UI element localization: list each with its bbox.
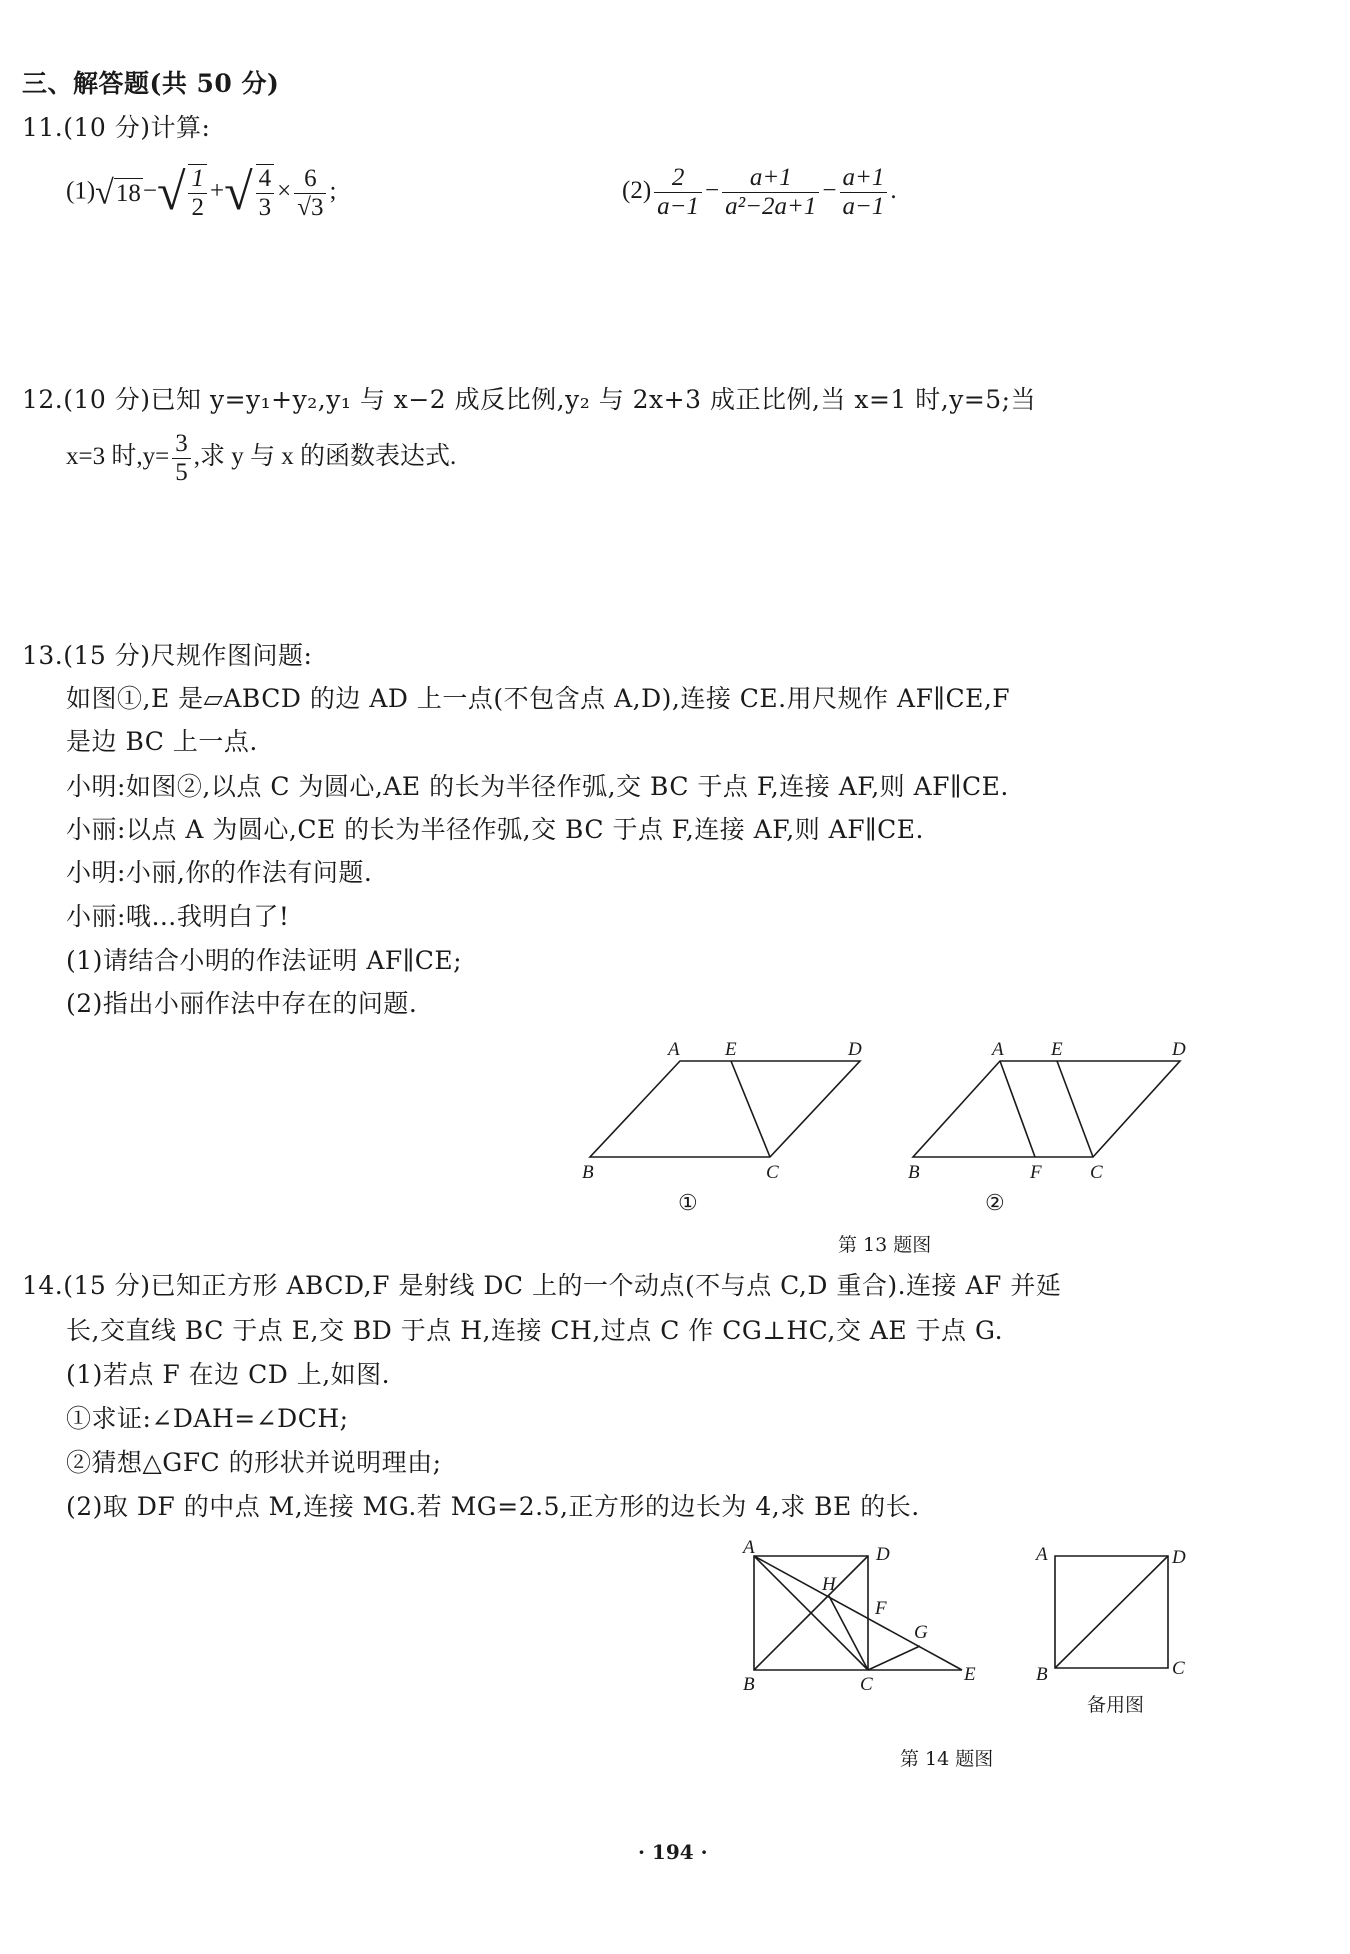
q12-line2: x=3 时,y= $\frac{3}{5}$ ,求 y 与 x 的函数表达式. [66, 430, 457, 486]
q11-header: 11.(10 分)计算: [22, 113, 211, 142]
page-number: · 194 · [638, 1840, 708, 1864]
frac-3-5: $\frac{3}{5}$ [172, 430, 191, 487]
frac-2-over-a-minus-1: $\frac{2}{a-1}$ [654, 164, 702, 221]
q14-line-2: (1)若点 F 在边 CD 上,如图. [66, 1360, 391, 1389]
q14-figure-spare [1034, 1544, 1186, 1685]
q14-line-4: ②猜想△GFC 的形状并说明理由; [66, 1448, 442, 1477]
frac-a-plus-1-over-square: $\frac{a+1}{\text{a²−2a+1}}$ [722, 164, 819, 221]
q14-line-1: 长,交直线 BC 于点 E,交 BD 于点 H,连接 CH,过点 C 作 CG⊥HC,交 AE 于点 G. [66, 1316, 1004, 1345]
figure-number-2: ② [985, 1190, 1005, 1215]
label-H: H [822, 1574, 836, 1595]
q13-line-7: (2)指出小丽作法中存在的问题. [66, 989, 418, 1018]
sqrt-half: √ $\frac{1}{2}$ [157, 164, 210, 222]
section-title: 三、解答题(共 50 分) [22, 69, 280, 98]
q13-line-5: 小丽:哦…我明白了! [66, 902, 290, 931]
sqrt-18: √18 [95, 174, 141, 212]
q12-line1: 12.(10 分)已知 y=y₁+y₂,y₁ 与 x−2 成反比例,y₂ 与 2x+3 成正比例,当 x=1 时,y=5;当 [22, 385, 1037, 414]
q14-caption: 第 14 题图 [900, 1748, 994, 1770]
label-G: G [914, 1622, 928, 1643]
frac-a-plus-1-over-a-minus-1: $\frac{a+1}{a-1}$ [840, 164, 888, 221]
q13-line-0: 如图①,E 是▱ABCD 的边 AD 上一点(不包含点 A,D),连接 CE.用尺规作 AF∥CE,F [66, 684, 1011, 713]
q13-line-6: (1)请结合小明的作法证明 AF∥CE; [66, 946, 463, 975]
label-D: D [848, 1039, 862, 1060]
q13-header: 13.(15 分)尺规作图问题: [22, 641, 313, 670]
q14-line-3: ①求证:∠DAH=∠DCH; [66, 1404, 349, 1433]
q14-figure-main [741, 1537, 976, 1695]
label-B: B [1036, 1664, 1048, 1685]
figure-number-1: ① [678, 1190, 698, 1215]
label-B: B [582, 1162, 594, 1183]
label-C: C [1090, 1162, 1103, 1183]
q11-part2-label: (2) [622, 177, 652, 205]
q13-line-1: 是边 BC 上一点. [66, 727, 258, 756]
q14-spare-figure-label: 备用图 [1087, 1694, 1145, 1716]
label-D: D [1172, 1039, 1186, 1060]
sqrt-four-thirds: √ $\frac{4}{3}$ [224, 164, 277, 222]
label-C: C [1172, 1658, 1185, 1679]
label-E: E [725, 1039, 737, 1060]
q13-line-3: 小丽:以点 A 为圆心,CE 的长为半径作弧,交 BC 于点 F,连接 AF,则 AF∥CE. [66, 815, 924, 844]
q11-part2: (2) $\frac{2}{a-1}$ − $\frac{a+1}{\text{a²−2a+1}}$ − $\frac{a+1}{a-1}$ . [622, 164, 897, 220]
q13-line-4: 小明:小丽,你的作法有问题. [66, 858, 373, 887]
label-C: C [766, 1162, 779, 1183]
label-C: C [860, 1674, 873, 1695]
label-A: A [992, 1039, 1004, 1060]
label-E: E [964, 1664, 976, 1685]
label-F: F [875, 1598, 887, 1619]
label-A: A [1036, 1544, 1048, 1565]
label-B: B [908, 1162, 920, 1183]
label-D: D [1172, 1547, 1186, 1568]
q11-part1-label: (1) [66, 177, 96, 205]
q14-line-5: (2)取 DF 的中点 M,连接 MG.若 MG=2.5,正方形的边长为 4,求 BE 的长. [66, 1492, 920, 1521]
q13-line-2: 小明:如图②,以点 C 为圆心,AE 的长为半径作弧,交 BC 于点 F,连接 AF,则 AF∥CE. [66, 772, 1009, 801]
q14-line-0: 14.(15 分)已知正方形 ABCD,F 是射线 DC 上的一个动点(不与点 C,D 重合).连接 AF 并延 [22, 1271, 1062, 1300]
q13-caption: 第 13 题图 [838, 1234, 932, 1256]
q11-part1: (1)√18−√ $\frac{1}{2}$ +√ $\frac{4}{3}$ × $\frac{6}{√3}$ ; [66, 164, 337, 221]
q13-figure-2 [908, 1039, 1186, 1215]
label-E: E [1051, 1039, 1063, 1060]
q13-figure-1 [582, 1039, 862, 1215]
six-over-sqrt3: $\frac{6}{√3}$ [294, 165, 326, 222]
label-B: B [743, 1674, 755, 1695]
label-A: A [668, 1039, 680, 1060]
label-F: F [1030, 1162, 1042, 1183]
label-A: A [743, 1537, 755, 1558]
label-D: D [876, 1544, 890, 1565]
